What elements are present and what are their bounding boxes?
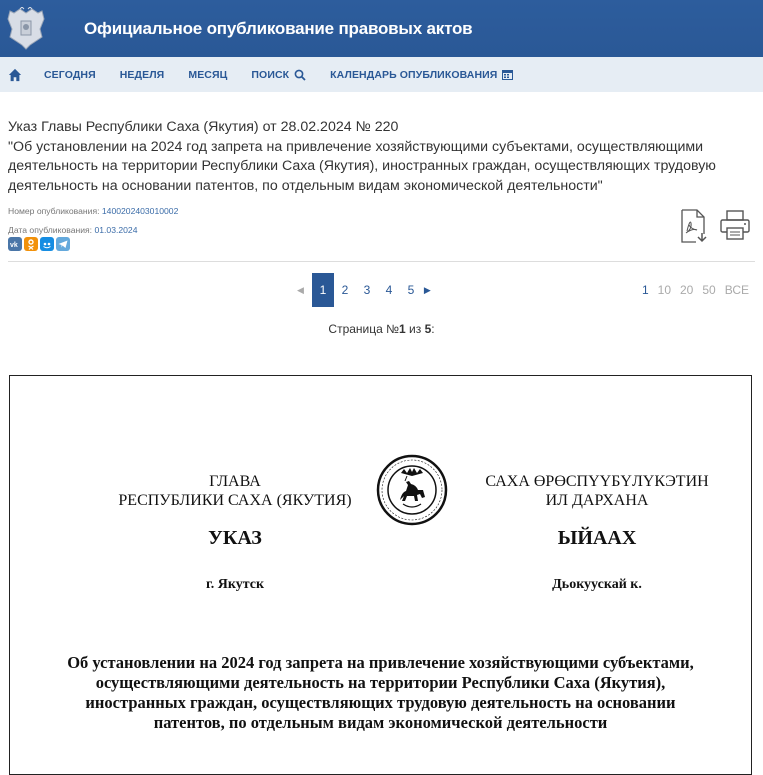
search-icon xyxy=(294,69,306,81)
nav-month[interactable]: МЕСЯЦ xyxy=(188,68,228,81)
page-5[interactable]: 5 xyxy=(407,283,415,297)
document-tools xyxy=(679,209,751,243)
page-3[interactable]: 3 xyxy=(363,283,371,297)
city-ru: г. Якутск xyxy=(205,577,265,592)
per-page-1[interactable]: 1 xyxy=(641,283,649,297)
per-page-20[interactable]: 20 xyxy=(680,283,694,297)
vk-share-icon[interactable] xyxy=(8,237,22,251)
nav-search[interactable]: ПОИСК xyxy=(251,69,306,81)
next-page-icon[interactable]: ▶ xyxy=(423,284,431,295)
main-nav xyxy=(0,57,763,92)
decree-label-ru: УКАЗ xyxy=(208,527,262,549)
per-page-10[interactable]: 10 xyxy=(657,283,671,297)
per-page-all[interactable]: ВСЕ xyxy=(724,283,749,297)
issuer-right: САХА ӨРӨСПҮҮБҮЛҮКЭТИН ИЛ ДАРХАНА xyxy=(485,473,709,509)
home-icon[interactable] xyxy=(8,68,22,82)
page-indicator: Страница №1 из 5: xyxy=(328,322,435,336)
calendar-icon xyxy=(502,69,513,80)
nav-today[interactable]: СЕГОДНЯ xyxy=(44,68,96,81)
page-1[interactable]: 1 xyxy=(312,273,334,307)
share-buttons xyxy=(8,237,70,251)
document-header xyxy=(0,92,763,235)
document-page xyxy=(9,375,752,775)
document-title: Указ Главы Республики Саха (Якутия) от 28.02.2024 № 220 "Об установлении на 2024 год запрета на привлечение хозяйствующими субъектами, осуществляющими деятельность на территории Республики Саха (Якутия), иностранных граждан, осуществляющих трудовую деятельность на основании патентов, по отдельным видам экономической деятельности" xyxy=(8,119,716,194)
issuer-left: ГЛАВА РЕСПУБЛИКИ САХА (ЯКУТИЯ) xyxy=(118,473,352,509)
decree-label-sakha: ЫЙААХ xyxy=(557,527,637,549)
decree-title: Об установлении на 2024 год запрета на привлечение хозяйствующими субъектами, осуществляющими деятельность на территории Республики Саха (Якутия), иностранных граждан, осуществляющих трудовую деятельность на основании патентов, по отдельным видам экономической деятельности xyxy=(67,653,694,732)
per-page-50[interactable]: 50 xyxy=(702,283,716,297)
page-4[interactable]: 4 xyxy=(385,283,393,297)
prev-page-icon[interactable]: ◀ xyxy=(297,284,304,295)
city-sakha: Дьокуускай к. xyxy=(552,577,642,592)
mail-share-icon[interactable] xyxy=(40,237,54,251)
publication-number: Номер опубликования: 1400202403010002 xyxy=(8,206,179,216)
page-title: Официальное опубликование правовых актов xyxy=(84,18,473,38)
publication-date: Дата опубликования: 01.03.2024 xyxy=(8,225,138,235)
page-2[interactable]: 2 xyxy=(341,283,349,297)
site-header xyxy=(0,0,763,57)
pagination xyxy=(297,273,439,307)
per-page-selector xyxy=(642,283,749,297)
svg-text:vk: vk xyxy=(10,242,18,249)
telegram-share-icon[interactable] xyxy=(56,237,70,251)
ok-share-icon[interactable] xyxy=(24,237,38,251)
coat-of-arms-icon[interactable] xyxy=(4,5,48,53)
pagination-row xyxy=(0,269,763,329)
nav-week[interactable]: НЕДЕЛЯ xyxy=(119,68,165,81)
yakutia-emblem-icon xyxy=(376,454,448,531)
nav-calendar[interactable]: КАЛЕНДАРЬ ОПУБЛИКОВАНИЯ xyxy=(330,69,513,81)
divider xyxy=(8,261,755,262)
print-icon[interactable] xyxy=(719,209,751,241)
pdf-download-icon[interactable] xyxy=(679,209,709,243)
